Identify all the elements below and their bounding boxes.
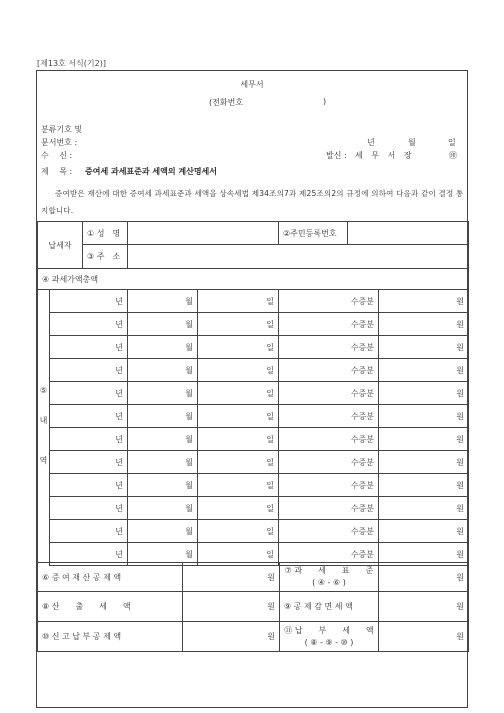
detail-gift[interactable]: 수증분 (278, 335, 379, 359)
tax-base-label (279, 562, 379, 592)
gift-deduction-value[interactable]: 원 (182, 562, 280, 592)
detail-day[interactable]: 일 (197, 496, 279, 520)
detail-amount[interactable]: 원 (378, 358, 469, 382)
phone-close: ) (323, 97, 327, 106)
address-field[interactable] (127, 244, 469, 269)
details-label-mid: 내 (39, 416, 48, 425)
detail-year[interactable]: 년 (49, 542, 128, 566)
detail-gift[interactable]: 수증분 (278, 312, 379, 336)
tax-base-value[interactable]: 원 (378, 562, 469, 592)
taxpayer-label: 납세자 (37, 221, 83, 269)
detail-gift[interactable]: 수증분 (278, 473, 379, 497)
payable-tax-value[interactable]: 원 (378, 621, 469, 652)
id-label: ②주민등록번호 (278, 221, 348, 245)
detail-month[interactable]: 월 (127, 473, 198, 497)
address-label: ③ 주 소 (82, 244, 128, 269)
details-label-bottom: 역 (39, 456, 48, 465)
detail-gift[interactable]: 수증분 (278, 450, 379, 474)
detail-year[interactable]: 년 (49, 289, 128, 313)
detail-year[interactable]: 년 (49, 427, 128, 451)
detail-day[interactable]: 일 (197, 427, 279, 451)
calculated-tax-label: ⑧ 산 출 세 액 (37, 591, 183, 622)
id-field[interactable] (347, 221, 469, 245)
detail-month[interactable]: 월 (127, 542, 198, 566)
date-day: 일 (448, 138, 456, 147)
detail-gift[interactable]: 수증분 (278, 289, 379, 313)
doc-no-label-1: 분류기호 및 (41, 125, 83, 134)
details-label-top: ⑤ (39, 386, 48, 395)
detail-day[interactable]: 일 (197, 519, 279, 543)
detail-year[interactable]: 년 (49, 450, 128, 474)
detail-gift[interactable]: 수증분 (278, 381, 379, 405)
taxable-total-label: ④ 과세가액총액 (37, 268, 469, 290)
filing-credit-value[interactable]: 원 (182, 621, 280, 652)
tax-base-title: ⑦ 과 세 표 준 (284, 566, 374, 575)
name-field[interactable] (127, 221, 279, 245)
tax-credit-value[interactable]: 원 (378, 591, 469, 622)
detail-gift[interactable]: 수증분 (278, 427, 379, 451)
tax-office-title: 세무서 (240, 80, 264, 89)
name-label: ① 성 명 (82, 221, 128, 245)
date-year: 년 (367, 138, 375, 147)
payable-tax-label (279, 621, 379, 652)
detail-day[interactable]: 일 (197, 312, 279, 336)
subject-title: 증여세 과세표준과 세액의 계산명세서 (85, 167, 218, 176)
detail-month[interactable]: 월 (127, 427, 198, 451)
seal-mark: ㊞ (449, 151, 457, 160)
detail-month[interactable]: 월 (127, 289, 198, 313)
detail-day[interactable]: 일 (197, 404, 279, 428)
detail-amount[interactable]: 원 (378, 519, 469, 543)
detail-amount[interactable]: 원 (378, 542, 469, 566)
sender-name: 세 무 서 장 (355, 151, 415, 160)
detail-day[interactable]: 일 (197, 473, 279, 497)
detail-month[interactable]: 월 (127, 404, 198, 428)
detail-year[interactable]: 년 (49, 381, 128, 405)
detail-gift[interactable]: 수증분 (278, 404, 379, 428)
subject-label: 제 목 : (41, 167, 73, 176)
intro-paragraph: 증여받은 재산에 대한 증여세 과세표준과 세액을 상속세법 제34조의7과 제25조의2의 규정에 의하여 다음과 같이 결정 통지합니다. (41, 189, 464, 215)
tax-notice-form (36, 70, 468, 708)
detail-gift[interactable]: 수증분 (278, 542, 379, 566)
phone-label: (전화번호 (209, 98, 244, 107)
detail-amount[interactable]: 원 (378, 312, 469, 336)
detail-amount[interactable]: 원 (378, 473, 469, 497)
detail-month[interactable]: 월 (127, 519, 198, 543)
doc-no-label-2: 문서번호 : (41, 138, 78, 147)
detail-year[interactable]: 년 (49, 473, 128, 497)
detail-amount[interactable]: 원 (378, 381, 469, 405)
detail-amount[interactable]: 원 (378, 450, 469, 474)
detail-month[interactable]: 월 (127, 358, 198, 382)
detail-year[interactable]: 년 (49, 335, 128, 359)
tax-credit-label: ⑨ 공 제 감 면 세 액 (279, 591, 379, 622)
detail-year[interactable]: 년 (49, 519, 128, 543)
detail-year[interactable]: 년 (49, 404, 128, 428)
detail-day[interactable]: 일 (197, 450, 279, 474)
detail-month[interactable]: 월 (127, 496, 198, 520)
detail-month[interactable]: 월 (127, 381, 198, 405)
detail-gift[interactable]: 수증분 (278, 358, 379, 382)
date-month: 월 (408, 138, 416, 147)
detail-amount[interactable]: 원 (378, 404, 469, 428)
detail-day[interactable]: 일 (197, 358, 279, 382)
detail-year[interactable]: 년 (49, 312, 128, 336)
filing-credit-label: ⑩ 신 고 납 부 공 제 액 (37, 621, 183, 652)
detail-year[interactable]: 년 (49, 496, 128, 520)
tax-base-formula: ( ④ - ⑥ ) (312, 578, 346, 587)
detail-year[interactable]: 년 (49, 358, 128, 382)
detail-amount[interactable]: 원 (378, 496, 469, 520)
calculated-tax-value[interactable]: 원 (182, 591, 280, 622)
detail-month[interactable]: 월 (127, 312, 198, 336)
detail-gift[interactable]: 수증분 (278, 519, 379, 543)
payable-tax-title: ⑪ 납 부 세 액 (284, 625, 374, 635)
detail-amount[interactable]: 원 (378, 427, 469, 451)
detail-amount[interactable]: 원 (378, 289, 469, 313)
recipient-label: 수 신 : (41, 151, 73, 160)
gift-deduction-label: ⑥ 증 여 재 산 공 제 액 (37, 562, 183, 592)
detail-gift[interactable]: 수증분 (278, 496, 379, 520)
sender-label: 발신 : (326, 151, 347, 160)
payable-tax-formula: ( ⑧ - ⑨ - ⑩ ) (304, 637, 354, 647)
form-number: [제13호 서식(기2)] (37, 59, 106, 68)
detail-month[interactable]: 월 (127, 335, 198, 359)
detail-day[interactable]: 일 (197, 381, 279, 405)
detail-day[interactable]: 일 (197, 542, 279, 566)
detail-amount[interactable]: 원 (378, 335, 469, 359)
detail-day[interactable]: 일 (197, 289, 279, 313)
detail-day[interactable]: 일 (197, 335, 279, 359)
detail-month[interactable]: 월 (127, 450, 198, 474)
